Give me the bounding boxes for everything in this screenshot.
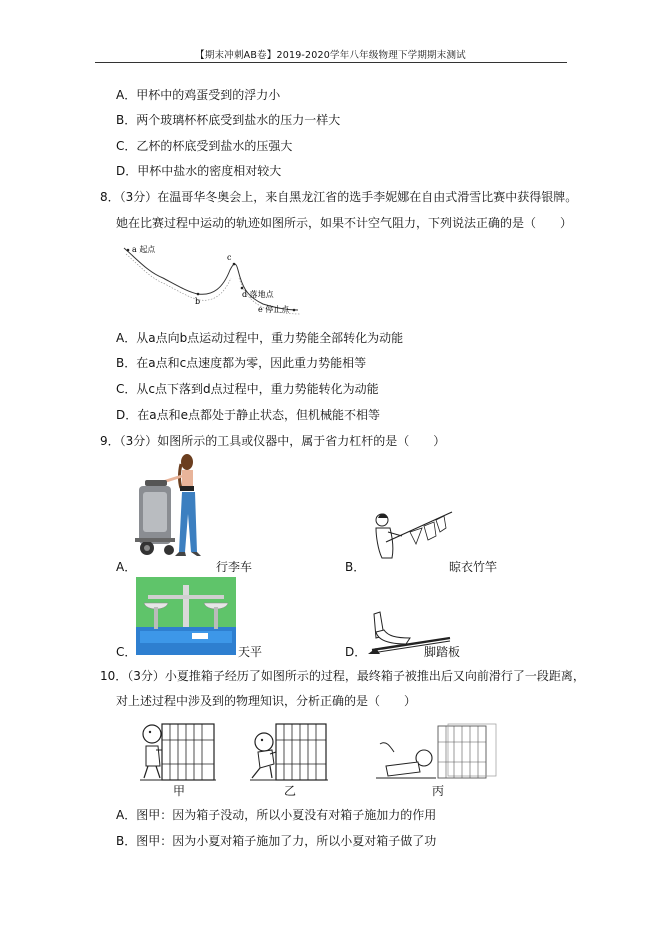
label-a: a 起点 — [132, 245, 156, 254]
q10-option-a: A．图甲：因为箱子没动，所以小夏没有对箱子施加力的作用 — [116, 808, 437, 822]
q9-option-d-letter: D． — [345, 645, 367, 659]
q10-stem-line1: 10．（3分）小夏推箱子经历了如图所示的过程，最终箱子被推出后又向前滑行了一段距离， — [100, 669, 585, 683]
trajectory-curve — [124, 248, 298, 310]
q9-option-c-caption: 天平 — [238, 645, 263, 659]
point-d — [241, 287, 244, 290]
panel-label-yi: 乙 — [284, 784, 297, 798]
q8-option-c: C．从c点下落到d点过程中，重力势能转化为动能 — [116, 382, 379, 396]
q9-option-a-letter: A． — [116, 560, 137, 574]
snow-slope — [126, 254, 231, 300]
ski-trajectory-figure — [118, 240, 308, 320]
pushing-box-panel-jia — [140, 720, 216, 782]
q9-option-b-caption: 晾衣竹竿 — [449, 560, 498, 574]
page-header: 【期末冲刺AB卷】2019-2020学年八年级物理下学期期末测试 — [195, 50, 466, 61]
pushing-box-panel-yi — [250, 720, 328, 782]
q8-option-d: D．在a点和e点都处于静止状态，但机械能不相等 — [116, 408, 380, 422]
q7-option-d: D．甲杯中盐水的密度相对较大 — [116, 164, 282, 178]
q7-option-a: A．甲杯中的鸡蛋受到的浮力小 — [116, 88, 281, 102]
q9-option-c-letter: C． — [116, 645, 137, 659]
balance-scale-image — [136, 577, 236, 655]
panel-label-bing: 丙 — [432, 784, 445, 798]
panel-label-jia: 甲 — [173, 784, 186, 798]
label-e: e 停止点 — [258, 305, 290, 314]
q8-stem-line2: 她在比赛过程中运动的轨迹如图所示，如果不计空气阻力，下列说法正确的是（ ） — [116, 216, 573, 230]
q9-option-b-letter: B． — [345, 560, 366, 574]
q7-option-b: B．两个玻璃杯杯底受到盐水的压力一样大 — [116, 113, 341, 127]
point-e — [293, 309, 296, 312]
q8-option-b: B．在a点和c点速度都为零，因此重力势能相等 — [116, 356, 367, 370]
luggage-cart-image — [135, 452, 215, 560]
q9-stem: 9．（3分）如图所示的工具或仪器中，属于省力杠杆的是（ ） — [100, 434, 446, 448]
point-c — [233, 263, 236, 266]
point-b — [197, 293, 200, 296]
q7-option-c: C．乙杯的杯底受到盐水的压强大 — [116, 139, 293, 153]
q9-option-d-caption: 脚踏板 — [424, 645, 461, 659]
label-d: d 落地点 — [242, 290, 274, 299]
q10-option-b: B．图甲：因为小夏对箱子施加了力，所以小夏对箱子做了功 — [116, 834, 437, 848]
label-c: c — [227, 253, 232, 262]
q8-option-a: A．从a点向b点运动过程中，重力势能全部转化为动能 — [116, 331, 404, 345]
q10-stem-line2: 对上述过程中涉及到的物理知识，分析正确的是（ ） — [116, 694, 417, 708]
clothes-pole-image — [368, 506, 454, 562]
label-b: b — [195, 297, 201, 306]
q8-stem-line1: 8．（3分）在温哥华冬奥会上，来自黑龙江省的选手李妮娜在自由式滑雪比赛中获得银牌。 — [100, 190, 578, 204]
pushing-box-panel-bing — [376, 722, 500, 782]
q9-option-a-caption: 行李车 — [216, 560, 253, 574]
header-rule — [95, 62, 567, 63]
point-a — [127, 249, 130, 252]
